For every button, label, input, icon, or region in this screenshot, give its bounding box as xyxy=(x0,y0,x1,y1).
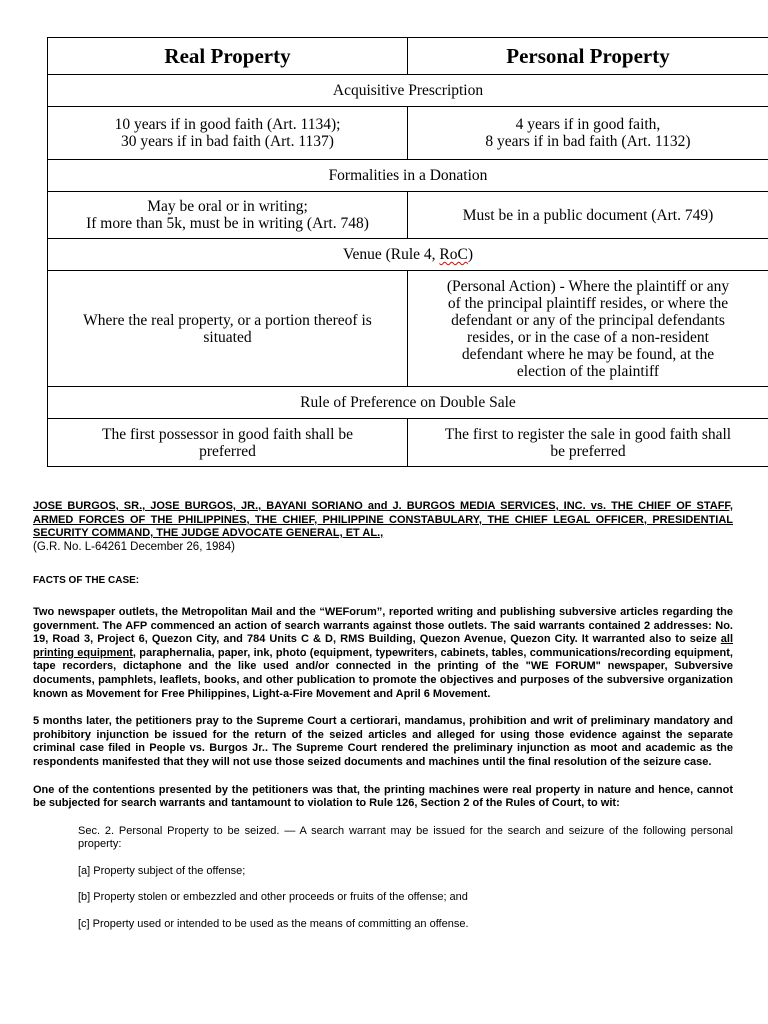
table-row xyxy=(48,107,768,160)
cell-line: Where the real property, or a portion thereof is xyxy=(83,311,372,329)
facts-paragraph xyxy=(33,606,733,701)
facts-text: Two newspaper outlets, the Metropolitan Mail and the “WEForum”, reported writing and publishing subversive articles regarding the government. The AFP commenced an action of search warrants against those outlets. The said warrants contained 2 addresses: No. 19, Road 3, Project 6, Quezon City, and 784 Units C & D, RMS Building, Quezon Avenue, Quezon City. It warranted also to seize xyxy=(33,605,733,646)
cell-line: election of the plaintiff xyxy=(516,362,660,380)
cell-line: situated xyxy=(203,328,252,346)
case-digest xyxy=(33,500,733,945)
case-citation: (G.R. No. L-64261 December 26, 1984) xyxy=(33,540,235,553)
real-property-cell xyxy=(48,192,408,239)
venue-title-suffix: ) xyxy=(467,246,474,263)
cell-line: 10 years if in good faith (Art. 1134); xyxy=(114,116,341,133)
section-row xyxy=(48,75,768,107)
cell-line: be preferred xyxy=(550,442,626,460)
table-header-row xyxy=(48,38,768,75)
section-title-donation-formalities: Formalities in a Donation xyxy=(48,160,768,192)
section-title-venue xyxy=(48,239,768,271)
cell-line: 4 years if in good faith, xyxy=(515,116,661,133)
real-property-cell xyxy=(48,271,408,387)
header-real-property: Real Property xyxy=(48,38,408,75)
real-property-cell xyxy=(48,419,408,467)
facts-heading: FACTS OF THE CASE: xyxy=(33,575,140,587)
table-row xyxy=(48,271,768,387)
cell-line: Must be in a public document (Art. 749) xyxy=(462,206,714,224)
table-row xyxy=(48,419,768,467)
cell-line: preferred xyxy=(199,442,256,460)
section-row xyxy=(48,160,768,192)
cell-line: (Personal Action) - Where the plaintiff or any xyxy=(446,277,730,295)
section-title-acquisitive-prescription: Acquisitive Prescription xyxy=(48,75,768,107)
rule-quote xyxy=(78,825,733,932)
cell-line: defendant or any of the principal defendants xyxy=(451,311,725,329)
property-comparison-table xyxy=(47,37,768,467)
quote-item: [b] Property stolen or embezzled and other proceeds or fruits of the offense; and xyxy=(78,891,468,904)
section-row xyxy=(48,239,768,271)
cell-line: The first possessor in good faith shall be xyxy=(102,425,353,443)
personal-property-cell xyxy=(408,271,768,387)
personal-property-cell xyxy=(408,192,768,239)
quote-item: [a] Property subject of the offense; xyxy=(78,864,246,877)
cell-line: May be oral or in writing; xyxy=(147,198,308,215)
section-row xyxy=(48,387,768,419)
real-property-cell xyxy=(48,107,408,160)
header-personal-property: Personal Property xyxy=(408,38,768,75)
cell-line: 8 years if in bad faith (Art. 1132) xyxy=(485,133,691,150)
case-title: JOSE BURGOS, SR., JOSE BURGOS, JR., BAYANI SORIANO and J. BURGOS MEDIA SERVICES, INC. vs. THE CHIEF OF STAFF, ARMED FORCES OF THE PHILIPPINES, THE CHIEF, PHILIPPINE CONSTABULARY, THE CHIEF LEGAL OFFICER, PRESIDENTIAL SECURITY COMMAND, THE JUDGE ADVOCATE GENERAL, ET AL., xyxy=(33,500,733,540)
underlined-phrase: all printing equipment xyxy=(33,633,733,659)
cell-line: of the principal plaintiff resides, or where the xyxy=(447,294,729,312)
cell-line: resides, or in the case of a non-resident xyxy=(467,328,709,346)
cell-line: The first to register the sale in good faith shall xyxy=(444,425,732,443)
facts-text: , paraphernalia, paper, ink, photo (equipment, typewriters, cabinets, tables, communications/recording equipment, tape recorders, dictaphone and the like used and/or connected in the printing of the "WE FORUM" newspaper, Subversive documents, pamphlets, leaflets, books, and other publication to promote the objectives and purposes of the subversive organization known as Movement for Free Philippines, Light-a-Fire Movement and April 6 Movement. xyxy=(33,646,733,700)
quote-intro: Sec. 2. Personal Property to be seized. — A search warrant may be issued for the search and seizure of the following personal property: xyxy=(78,824,733,851)
contention-paragraph: One of the contentions presented by the petitioners was that, the printing machines were real property in nature and hence, cannot be subjected for search warrants and tantamount to violation to Rule 126, Section 2 of the Rules of Court, to wit: xyxy=(33,783,733,810)
petition-paragraph: 5 months later, the petitioners pray to the Supreme Court a certiorari, mandamus, prohibition and writ of preliminary mandatory and prohibitory injunction be issued for the return of the seized articles and alleged for using those evidence against the separate criminal case filed in People vs. Burgos Jr.. The Supreme Court rendered the preliminary injunction as moot and academic as the respondents manifested that they will not use those seized documents and machines until the final resolution of the seizure case. xyxy=(33,715,733,768)
section-title-double-sale: Rule of Preference on Double Sale xyxy=(48,387,768,419)
cell-line: 30 years if in bad faith (Art. 1137) xyxy=(121,133,334,150)
personal-property-cell xyxy=(408,419,768,467)
quote-item: [c] Property used or intended to be used as the means of committing an offense. xyxy=(78,918,469,931)
personal-property-cell xyxy=(408,107,768,160)
spellcheck-flagged-word: RoC xyxy=(439,246,468,263)
cell-line: defendant where he may be found, at the xyxy=(461,345,715,363)
table-row xyxy=(48,192,768,239)
venue-title-prefix: Venue (Rule 4, xyxy=(342,246,440,263)
cell-line: If more than 5k, must be in writing (Art. 748) xyxy=(86,215,369,232)
